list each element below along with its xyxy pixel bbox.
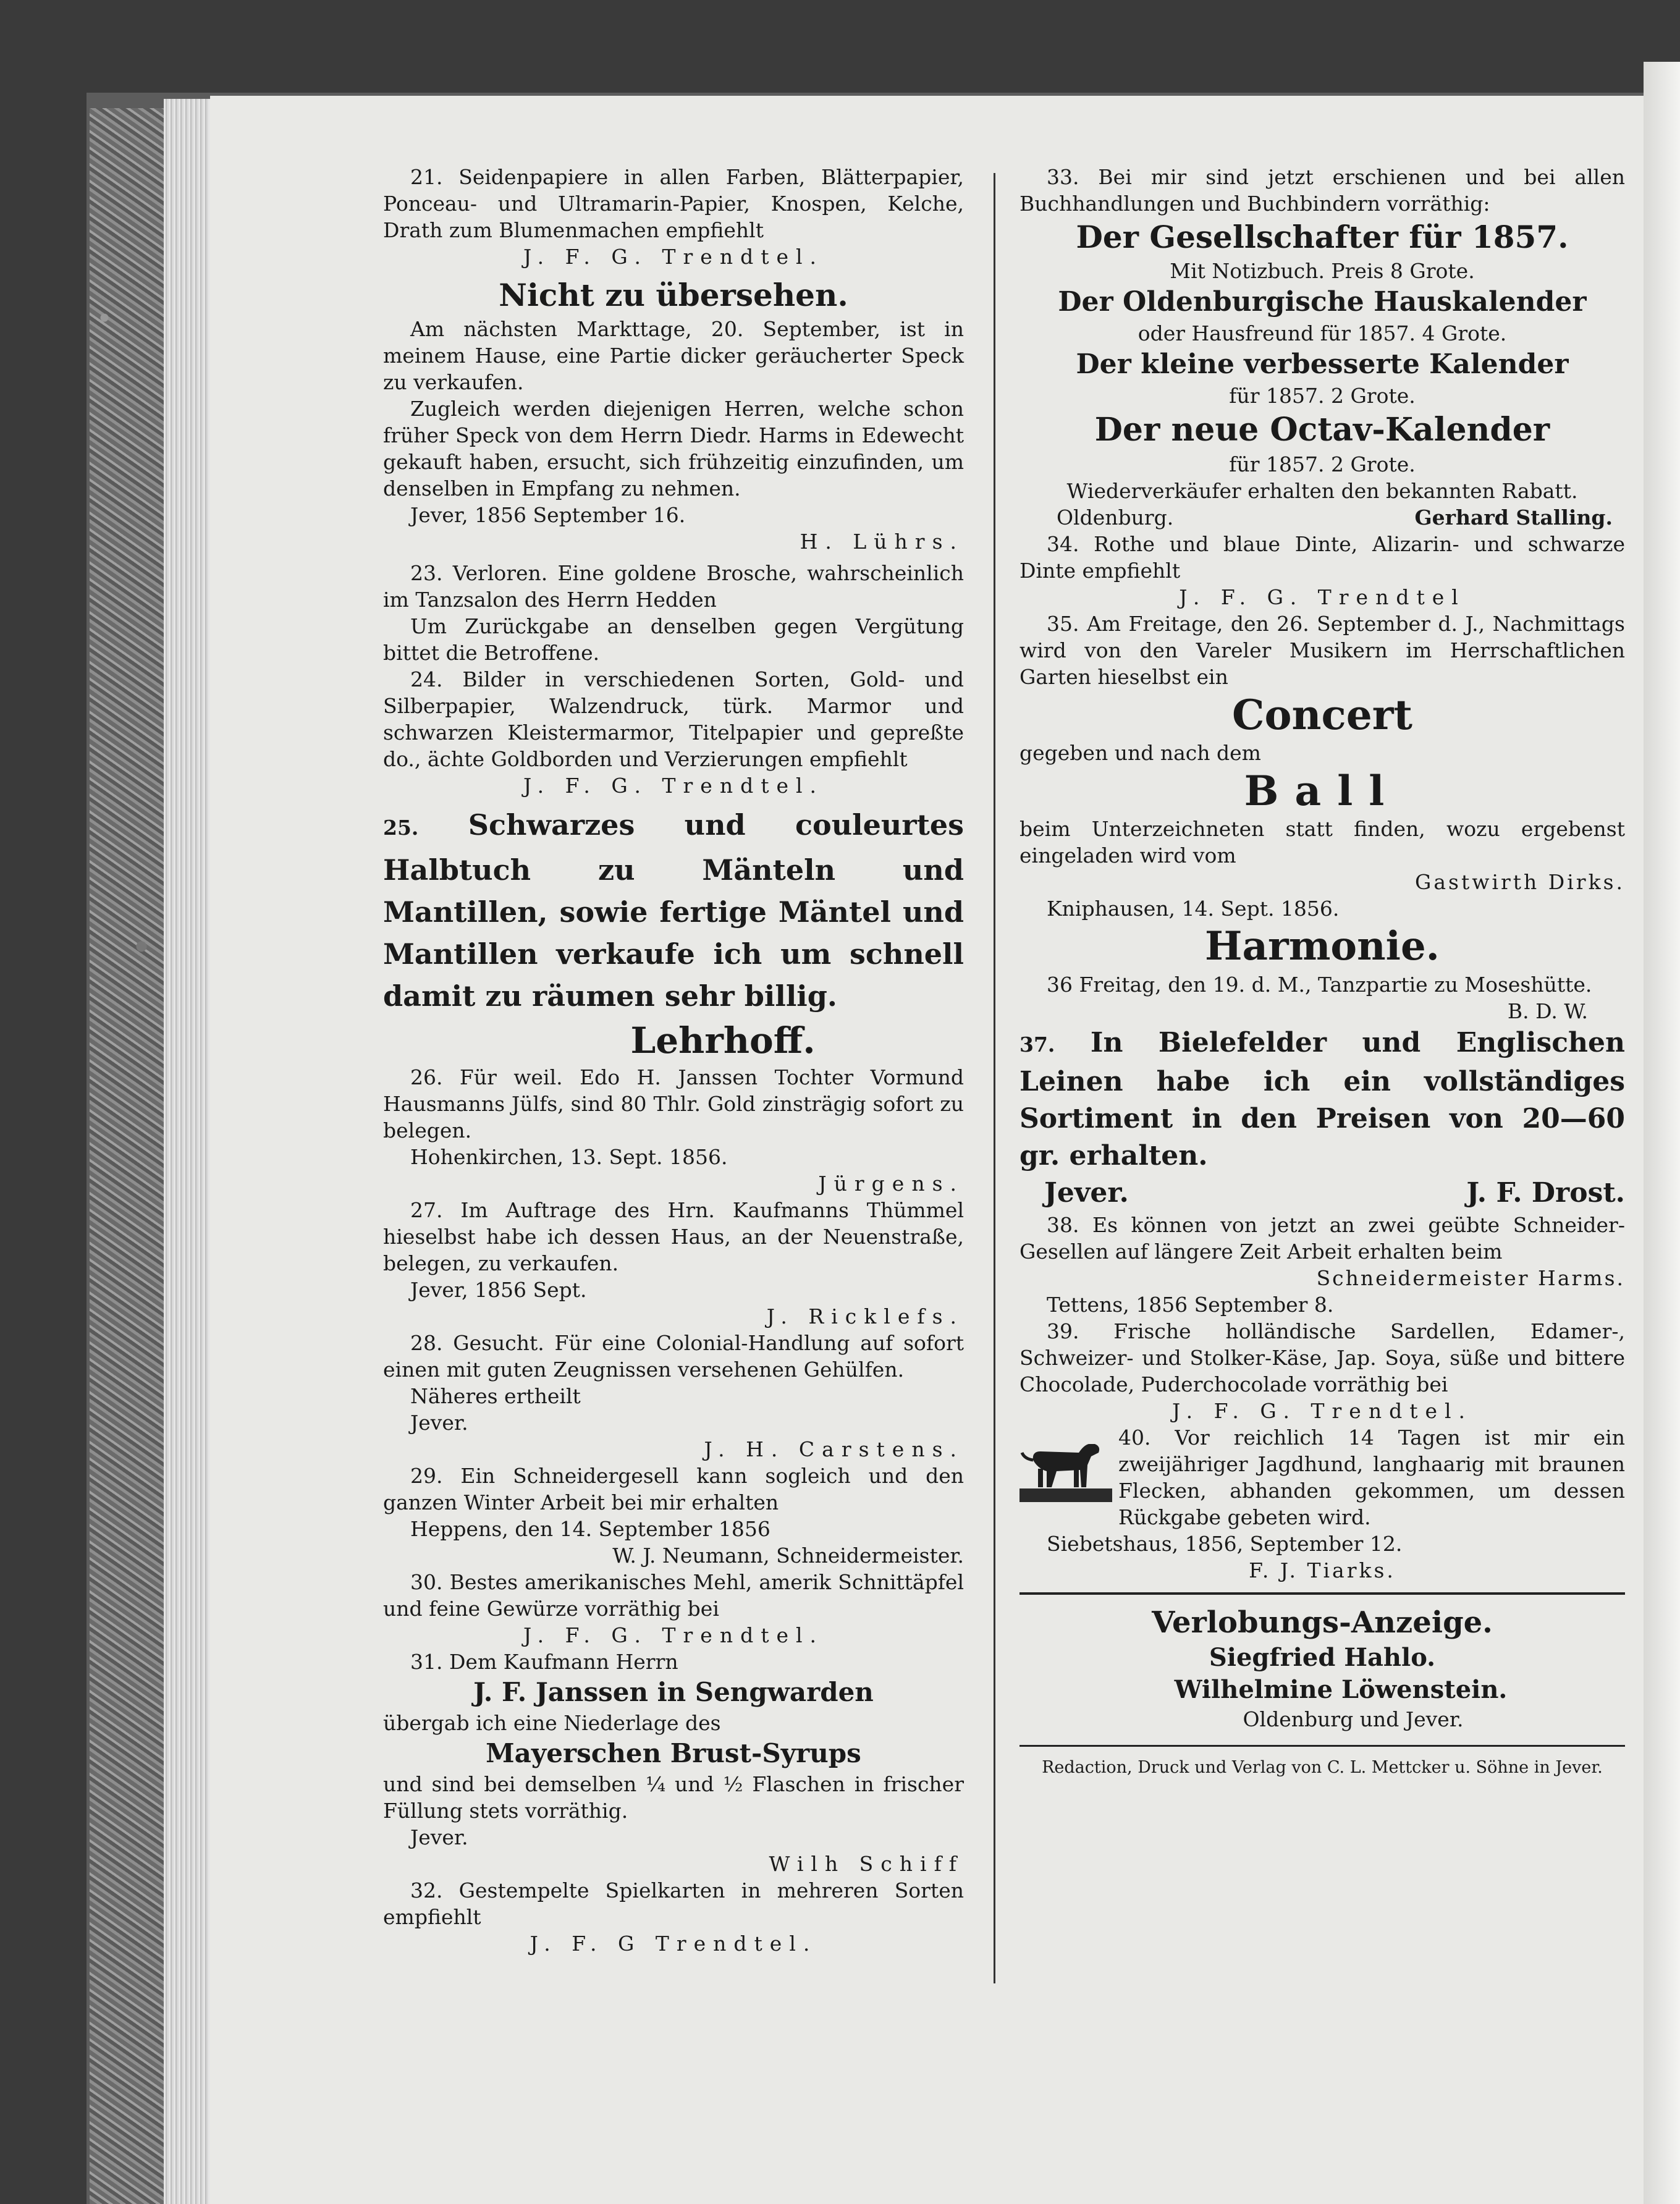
ad-26-signature: Jürgens. [818,1172,964,1196]
ad-32-text: 32. Gestempelte Spielkarten in mehreren Sorten empfiehlt [383,1878,964,1929]
ad-35-place: Kniphausen, 14. Sept. 1856. [1047,897,1340,921]
engagement-title: Verlobungs-Anzeige. [1152,1605,1493,1640]
engagement-name-2: Wilhelmine Löwenstein. [1174,1675,1508,1704]
ad-35-line-2: gegeben und nach dem [1019,741,1261,765]
harmonie-text: 36 Freitag, den 19. d. M., Tanzpartie zu Moseshütte. [1047,973,1592,997]
ad-40-signature: F. J. Tiarks. [1249,1558,1396,1582]
left-column [383,164,964,1957]
harmonie-signature: B. D. W. [1507,999,1588,1023]
notice-body-2: Zugleich werden diejenigen Herren, welche schon früher Speck von dem Herrn Diedr. Harms in Edewecht gekauft haben, ersucht, sich frühzeitig einzufinden, um denselben in Empfang zu nehmen. [383,397,964,500]
ad-29-place: Heppens, den 14. September 1856 [410,1517,770,1541]
ad-35-signature: Gastwirth Dirks. [1414,870,1625,894]
ad-31-place: Jever. [410,1825,468,1849]
ad-33-note: Wiederverkäufer erhalten den bekannten Rabatt. [1066,479,1578,503]
marbled-book-edge [90,108,164,2204]
footer-separator [1019,1745,1625,1747]
ad-25-number: 25. [383,816,419,840]
ad-37-number: 37. [1019,1032,1055,1057]
ad-40-place: Siebetshaus, 1856, September 12. [1047,1532,1403,1556]
ad-33-signature: Gerhard Stalling. [1414,505,1613,530]
ad-31-text: 31. Dem Kaufmann Herrn [410,1650,678,1674]
ad-28-text: 28. Gesucht. Für eine Colonial-Handlung auf sofort einen mit guten Zeugnissen versehenen Gehülfen. [383,1331,964,1382]
ad-30-text: 30. Bestes amerikanisches Mehl, amerik Schnittäpfel und feine Gewürze vorräthig bei [383,1570,964,1621]
ad-32-signature: J. F. G Trendtel. [530,1932,817,1956]
ad-26-text: 26. Für weil. Edo H. Janssen Tochter Vormund Hausmanns Jülfs, sind 80 Thlr. Gold zinsträgig sofort zu belegen. [383,1065,964,1142]
ad-40-text: 40. Vor reichlich 14 Tagen ist mir ein zweijähriger Jagdhund, langhaarig mit braunen Flecken, abhanden gekommen, um dessen Rückgabe gebeten wird. [1118,1425,1625,1529]
ad-37-text: In Bielefelder und Englischen Leinen habe ich ein vollständiges Sortiment in den Preisen von 20—60 gr. erhalten. [1019,1027,1625,1172]
ad-33-sub-4: für 1857. 2 Grote. [1229,452,1416,476]
ad-38-place: Tettens, 1856 September 8. [1047,1293,1334,1317]
ad-23-text: 23. Verloren. Eine goldene Brosche, wahrscheinlich im Tanzsalon des Herrn Hedden [383,561,964,612]
ad-31-line-2: übergab ich eine Niederlage des [383,1711,721,1735]
ad-33-title-3: Der kleine verbesserte Kalender [1076,348,1569,380]
ad-24-text: 24. Bilder in verschiedenen Sorten, Gold- und Silberpapier, Walzendruck, türk. Marmor und schwarzen Kleistermarmor, Titelpapier und gepreßte do., ächte Goldborden und Verzierungen empfiehlt [383,667,964,771]
notice-signature: H. Lührs. [800,530,964,554]
ad-31-signature: Wilh Schiff [769,1852,964,1876]
ad-33-sub-3: für 1857. 2 Grote. [1229,384,1416,408]
ad-23-text-2: Um Zurückgabe an denselben gegen Vergütung bittet die Betroffene. [383,614,964,665]
ad-31-text-2: und sind bei demselben ¼ und ½ Flaschen in frischer Füllung stets vorräthig. [383,1772,964,1823]
ad-27-signature: J. Ricklefs. [766,1304,964,1328]
ad-38-signature: Schneidermeister Harms. [1316,1266,1625,1290]
engagement-place: Oldenburg und Jever. [1243,1707,1464,1731]
ad-39-text: 39. Frische holländische Sardellen, Edamer-, Schweizer- und Stolker-Käse, Jap. Soya, süße und bittere Chocolade, Puderchocolade vorräthig bei [1019,1319,1625,1396]
ad-33-sub-2: oder Hausfreund für 1857. 4 Grote. [1138,321,1507,345]
ad-29-text: 29. Ein Schneidergesell kann sogleich und den ganzen Winter Arbeit bei mir erhalten [383,1464,964,1514]
ad-21-signature: J. F. G. Trendtel. [523,245,824,269]
right-page-edge [1644,62,1680,2204]
ad-33-text: 33. Bei mir sind jetzt erschienen und bei allen Buchhandlungen und Buchbindern vorräthig: [1019,165,1625,216]
ad-34-signature: J. F. G. Trendtel [1179,585,1466,609]
notice-title: Nicht zu übersehen. [499,277,848,313]
ad-34-text: 34. Rothe und blaue Dinte, Alizarin- und schwarze Dinte empfiehlt [1019,532,1625,583]
ad-21-text: 21. Seidenpapiere in allen Farben, Blätterpapier, Ponceau- und Ultramarin-Papier, Knospen, Kelche, Drath zum Blumenmachen empfiehlt [383,165,964,242]
column-rule [994,173,995,1983]
ad-35-ball: Ball [1244,767,1401,815]
ad-35-text-2: beim Unterzeichneten statt finden, wozu ergebenst eingeladen wird vom [1019,817,1625,868]
ad-33-sub-1: Mit Notizbuch. Preis 8 Grote. [1170,259,1475,283]
ad-37-place: Jever. [1044,1177,1129,1209]
ad-37-signature: J. F. Drost. [1466,1177,1625,1209]
ad-28-place: Jever. [410,1411,468,1435]
engagement-name-1: Siegfried Hahlo. [1209,1643,1436,1672]
notice-place: Jever, 1856 September 16. [410,503,686,527]
ad-38-text: 38. Es können von jetzt an zwei geübte Schneider-Gesellen auf längere Zeit Arbeit erhalten beim [1019,1213,1625,1264]
ad-39-signature: J. F. G. Trendtel. [1171,1399,1473,1423]
ad-29-signature: W. J. Neumann, Schneidermeister. [612,1543,964,1568]
ad-25-text: Schwarzes und couleurtes Halbtuch zu Mänteln und Mantillen, sowie fertige Mäntel und Mantillen verkaufe ich um schnell damit zu räumen sehr billig. [383,808,965,1013]
separator-line [1019,1592,1625,1595]
ad-40 [1019,1424,1625,1584]
ad-33-place: Oldenburg. [1057,505,1174,530]
ad-28-line-2: Näheres ertheilt [410,1384,581,1408]
ad-27-text: 27. Im Auftrage des Hrn. Kaufmanns Thümmel hieselbst habe ich dessen Haus, an der Neuenstraße, belegen, zu verkaufen. [383,1198,964,1275]
ad-35-concert: Concert [1232,691,1412,739]
ad-30-signature: J. F. G. Trendtel. [523,1623,824,1647]
right-column [1019,164,1625,1780]
ad-33-title-1: Der Gesellschafter für 1857. [1076,219,1569,255]
ad-31-product: Mayerschen Brust-Syrups [486,1738,861,1768]
ad-26-place: Hohenkirchen, 13. Sept. 1856. [410,1145,728,1169]
ad-25-signature: Lehrhoff. [630,1020,816,1062]
ad-33-title-4: Der neue Octav-Kalender [1094,411,1550,449]
ad-28-signature: J. H. Carstens. [704,1437,964,1461]
ad-31-name: J. F. Janssen in Sengwarden [473,1677,874,1707]
notice-body: Am nächsten Markttage, 20. September, ist in meinem Hause, eine Partie dicker geräucherter Speck zu verkaufen. [383,317,964,394]
ad-24-signature: J. F. G. Trendtel. [523,774,824,798]
ad-35-text: 35. Am Freitage, den 26. September d. J., Nachmittags wird von den Vareler Musikern im Herrschaftlichen Garten hieselbst ein [1019,612,1625,689]
imprint-footer: Redaction, Druck und Verlag von C. L. Mettcker u. Söhne in Jever. [1042,1758,1603,1777]
ad-27-place: Jever, 1856 Sept. [410,1278,587,1302]
page-edges [164,99,213,2204]
harmonie-title: Harmonie. [1205,923,1440,969]
hunting-dog-icon [1019,1428,1112,1505]
ad-33-title-2: Der Oldenburgische Hauskalender [1058,286,1587,318]
